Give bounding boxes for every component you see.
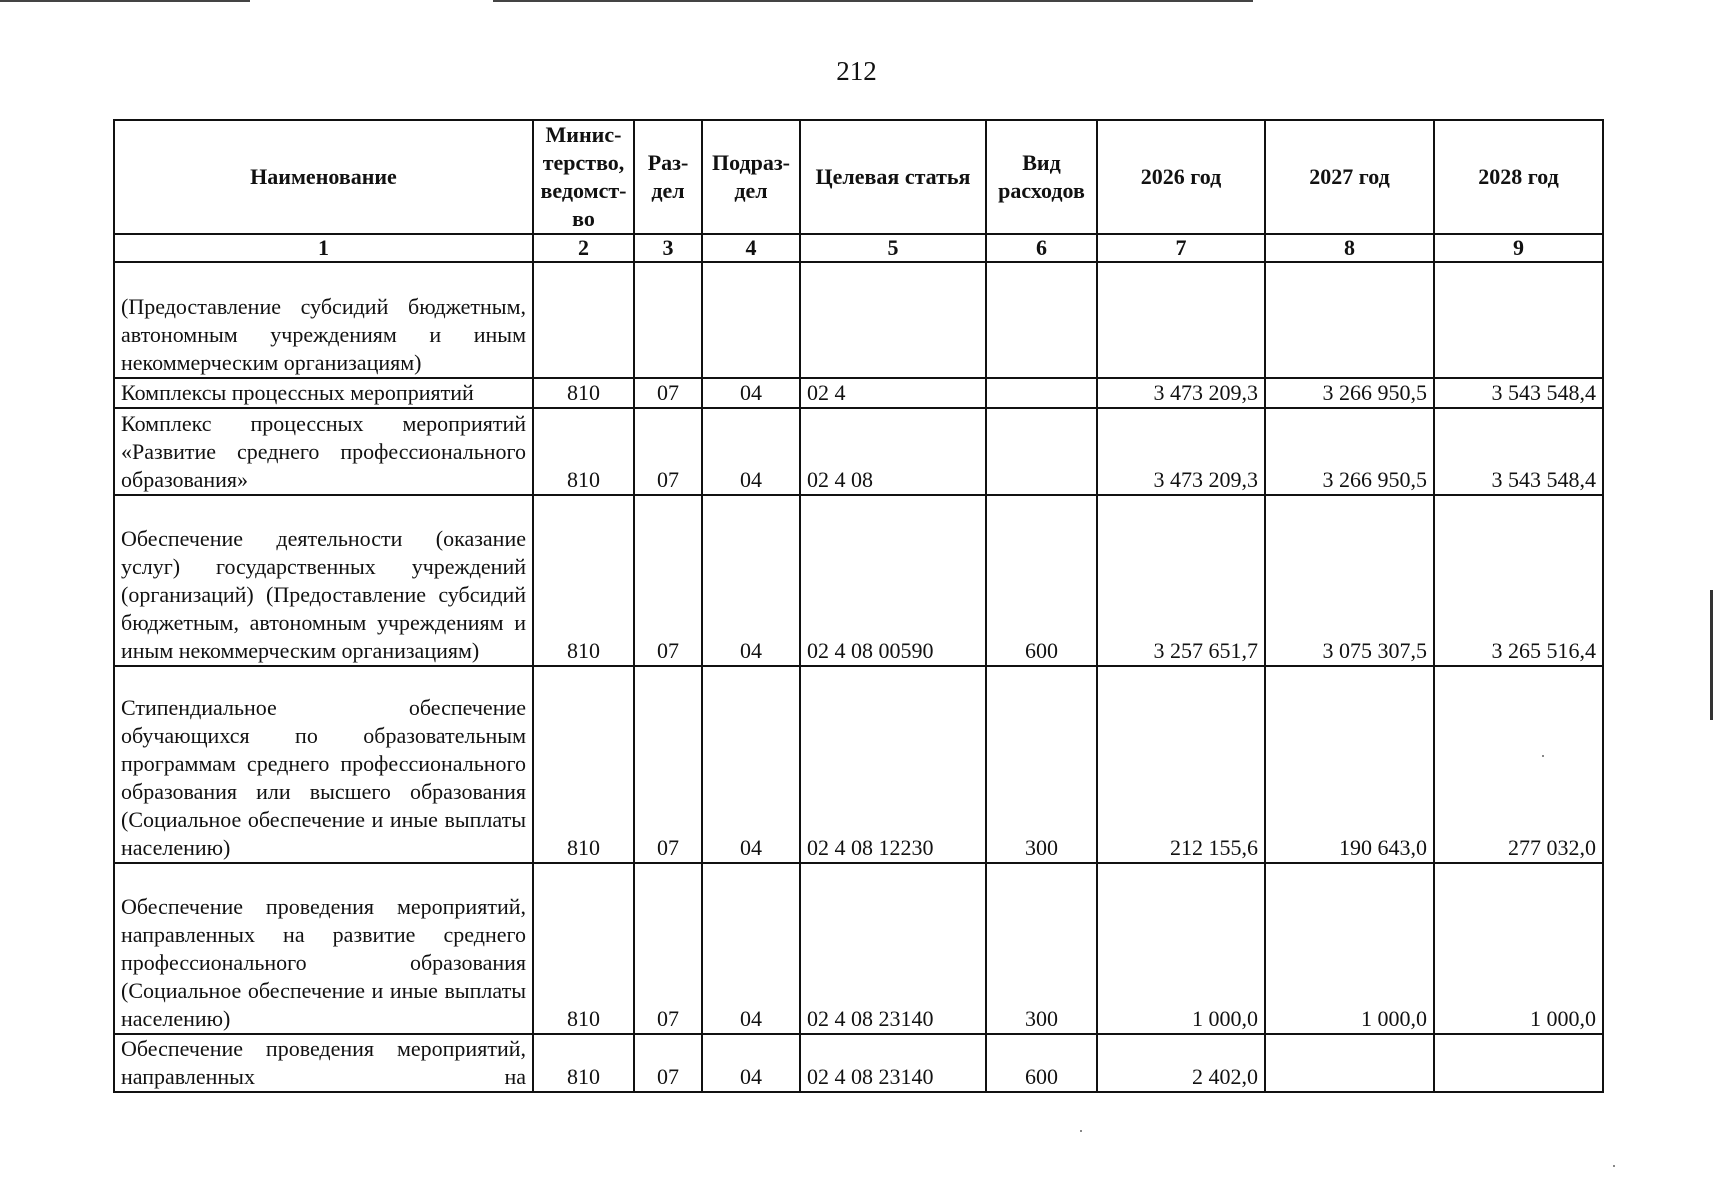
row-expense-type: 300 [986, 863, 1097, 1034]
row-section: 07 [634, 408, 702, 495]
row-value-2026 [1097, 262, 1265, 378]
row-target-article: 02 4 08 23140 [800, 1034, 986, 1092]
row-subsection: 04 [702, 666, 800, 863]
row-name: Обеспечение проведения мероприятий, направленных на [114, 1034, 533, 1092]
header-name: Наименование [114, 120, 533, 234]
row-value-2026: 1 000,0 [1097, 863, 1265, 1034]
header-target-article: Целевая статья [800, 120, 986, 234]
row-ministry: 810 [533, 666, 634, 863]
row-name: Обеспечение проведения мероприятий, направленных на развитие среднего профессионального образования (Социальное обеспечение и иные выплаты населению) [114, 863, 533, 1034]
row-target-article: 02 4 08 23140 [800, 863, 986, 1034]
row-target-article: 02 4 08 00590 [800, 495, 986, 666]
scan-speck [1080, 1130, 1082, 1132]
scan-edge-line-left [0, 0, 250, 2]
row-expense-type: 300 [986, 666, 1097, 863]
row-value-2028: 3 265 516,4 [1434, 495, 1603, 666]
column-number-row [114, 234, 1603, 262]
row-value-2026: 3 473 209,3 [1097, 378, 1265, 408]
table-row [114, 378, 1603, 408]
row-value-2027 [1265, 1034, 1434, 1092]
row-value-2026: 212 155,6 [1097, 666, 1265, 863]
row-subsection: 04 [702, 378, 800, 408]
table-row [114, 1034, 1603, 1092]
row-value-2026: 2 402,0 [1097, 1034, 1265, 1092]
page-number: 212 [836, 56, 877, 86]
row-value-2028 [1434, 1034, 1603, 1092]
row-ministry [533, 262, 634, 378]
row-name: Стипендиальное обеспечение обучающихся по образовательным программам среднего профессионального образования или высшего образования (Социальное обеспечение и иные выплаты населению) [114, 666, 533, 863]
header-year-2026: 2026 год [1097, 120, 1265, 234]
row-expense-type [986, 408, 1097, 495]
row-section: 07 [634, 1034, 702, 1092]
header-year-2027: 2027 год [1265, 120, 1434, 234]
row-value-2026: 3 257 651,7 [1097, 495, 1265, 666]
row-expense-type: 600 [986, 495, 1097, 666]
row-target-article: 02 4 [800, 378, 986, 408]
table-row [114, 408, 1603, 495]
row-ministry: 810 [533, 378, 634, 408]
header-section: Раз-дел [634, 120, 702, 234]
header-year-2028: 2028 год [1434, 120, 1603, 234]
row-value-2028: 3 543 548,4 [1434, 408, 1603, 495]
column-number: 5 [800, 234, 986, 262]
row-subsection [702, 262, 800, 378]
row-section: 07 [634, 666, 702, 863]
row-target-article [800, 262, 986, 378]
budget-table [113, 119, 1604, 1093]
row-name: Комплекс процессных мероприятий «Развитие среднего профессионального образования» [114, 408, 533, 495]
row-section: 07 [634, 378, 702, 408]
row-ministry: 810 [533, 408, 634, 495]
table-row [114, 495, 1603, 666]
row-value-2028: 277 032,0 [1434, 666, 1603, 863]
row-expense-type [986, 378, 1097, 408]
row-value-2028: 3 543 548,4 [1434, 378, 1603, 408]
row-subsection: 04 [702, 863, 800, 1034]
row-ministry: 810 [533, 495, 634, 666]
scan-speck [1613, 1165, 1615, 1167]
row-value-2028 [1434, 262, 1603, 378]
row-expense-type: 600 [986, 1034, 1097, 1092]
column-number: 7 [1097, 234, 1265, 262]
header-expense-type: Вид расходов [986, 120, 1097, 234]
table-row [114, 666, 1603, 863]
row-target-article: 02 4 08 [800, 408, 986, 495]
header-ministry: Минис-терство, ведомст-во [533, 120, 634, 234]
row-value-2026: 3 473 209,3 [1097, 408, 1265, 495]
row-section: 07 [634, 863, 702, 1034]
row-name: (Предоставление субсидий бюджетным, автономным учреждениям и иным некоммерческим организациям) [114, 262, 533, 378]
row-ministry: 810 [533, 1034, 634, 1092]
column-number: 9 [1434, 234, 1603, 262]
row-value-2027: 3 266 950,5 [1265, 408, 1434, 495]
column-number: 3 [634, 234, 702, 262]
row-section [634, 262, 702, 378]
row-subsection: 04 [702, 1034, 800, 1092]
column-number: 6 [986, 234, 1097, 262]
row-ministry: 810 [533, 863, 634, 1034]
row-value-2028: 1 000,0 [1434, 863, 1603, 1034]
table-row [114, 262, 1603, 378]
row-subsection: 04 [702, 495, 800, 666]
row-value-2027: 3 266 950,5 [1265, 378, 1434, 408]
row-section: 07 [634, 495, 702, 666]
row-value-2027: 190 643,0 [1265, 666, 1434, 863]
row-name: Комплексы процессных мероприятий [114, 378, 533, 408]
header-row [114, 120, 1603, 234]
row-value-2027: 1 000,0 [1265, 863, 1434, 1034]
row-expense-type [986, 262, 1097, 378]
header-subsection: Подраз-дел [702, 120, 800, 234]
row-target-article: 02 4 08 12230 [800, 666, 986, 863]
column-number: 4 [702, 234, 800, 262]
table-row [114, 863, 1603, 1034]
row-value-2027 [1265, 262, 1434, 378]
row-value-2027: 3 075 307,5 [1265, 495, 1434, 666]
column-number: 8 [1265, 234, 1434, 262]
column-number: 1 [114, 234, 533, 262]
column-number: 2 [533, 234, 634, 262]
row-name: Обеспечение деятельности (оказание услуг) государственных учреждений (организаций) (Предоставление субсидий бюджетным, автономным учреждениям и иным некоммерческим организациям) [114, 495, 533, 666]
scan-edge-line-right [493, 0, 1253, 2]
row-subsection: 04 [702, 408, 800, 495]
